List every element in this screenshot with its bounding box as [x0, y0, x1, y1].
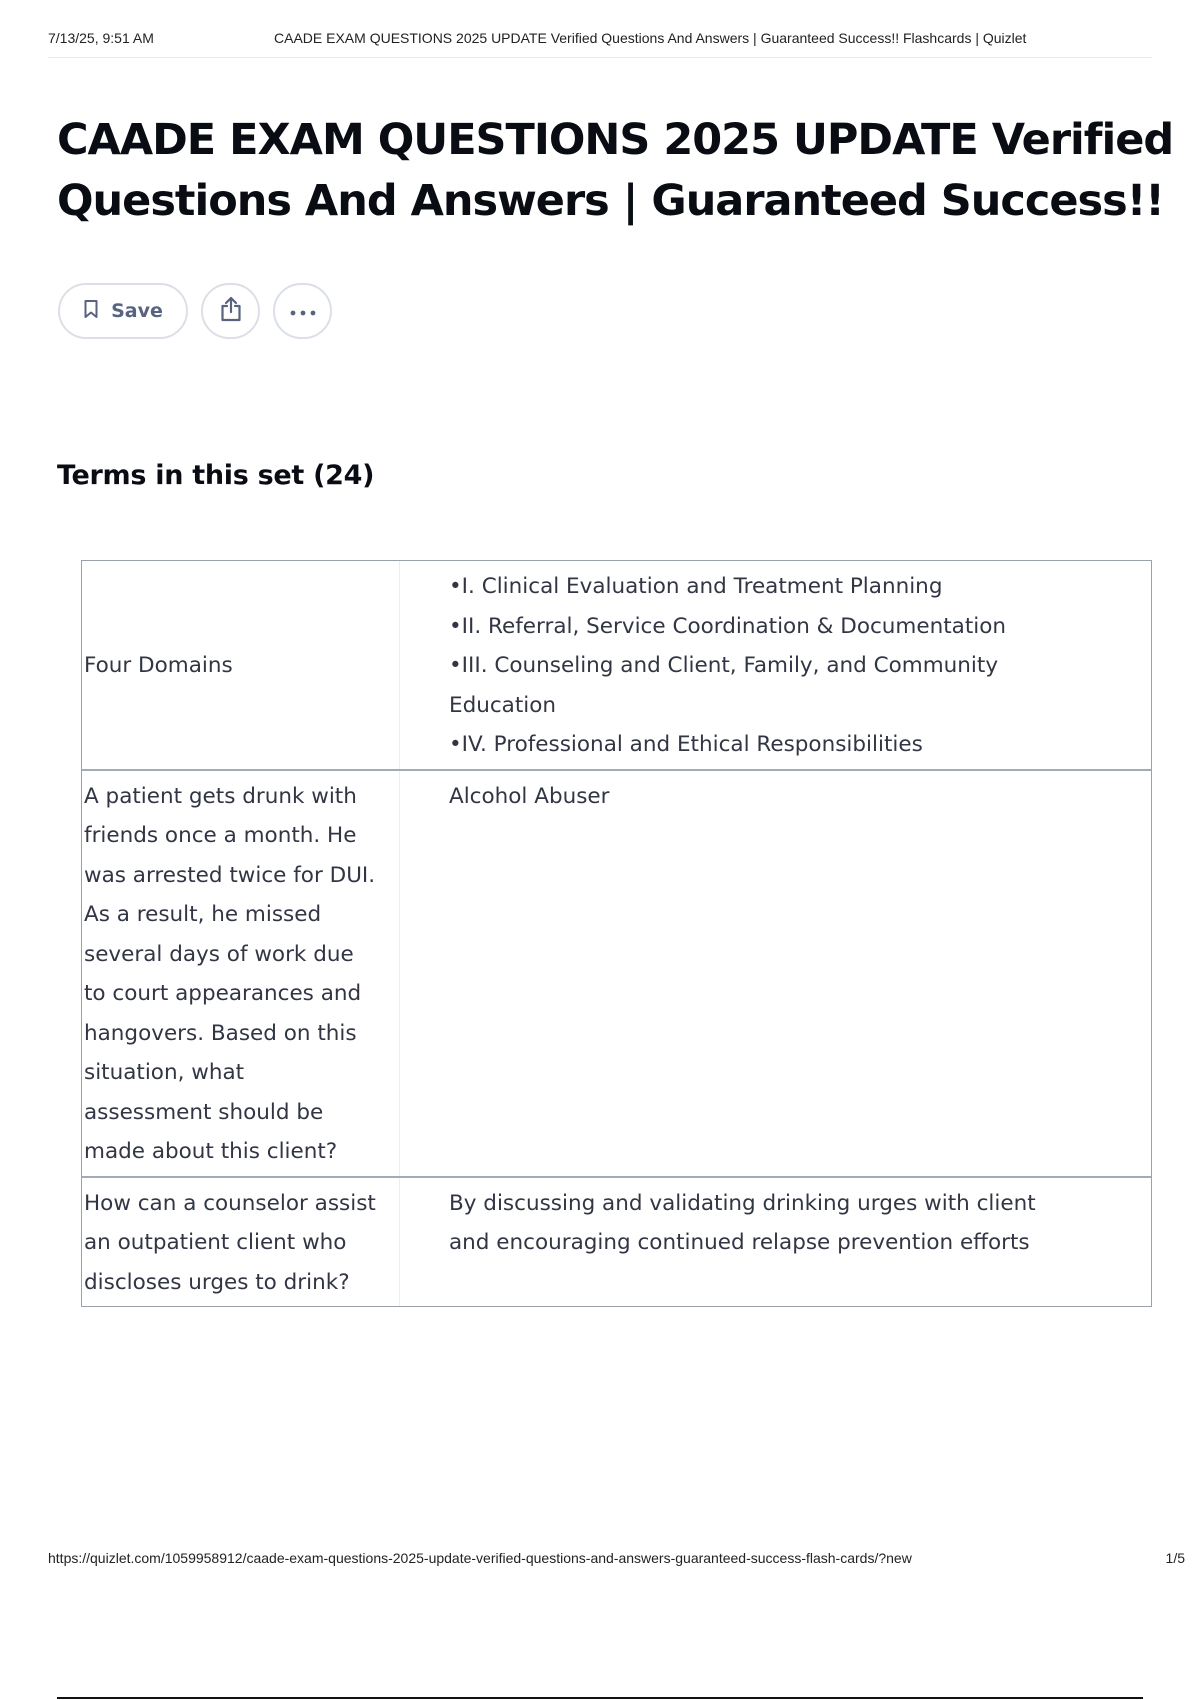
print-timestamp: 7/13/25, 9:51 AM	[48, 30, 154, 46]
page-bottom-divider	[57, 1697, 1143, 1699]
definition-line: •II. Referral, Service Coordination & Documentation	[449, 613, 1007, 639]
definition-line: •I. Clinical Evaluation and Treatment Planning	[449, 574, 943, 599]
bookmark-icon	[83, 299, 99, 323]
print-document-title: CAADE EXAM QUESTIONS 2025 UPDATE Verified Questions And Answers | Guaranteed Success!! Flashcards | Quizlet	[274, 30, 1027, 46]
term-text: How can a counselor assist an outpatient client who discloses urges to drink?	[84, 1190, 376, 1295]
term-text: Four Domains	[84, 653, 233, 678]
table-row	[82, 769, 1151, 1176]
page-title: CAADE EXAM QUESTIONS 2025 UPDATE Verified Questions And Answers | Guaranteed Success!!	[57, 115, 1174, 226]
share-button[interactable]	[201, 283, 260, 339]
definition-text: Alcohol Abuser	[449, 783, 610, 809]
term-cell	[82, 561, 400, 769]
term-text: A patient gets drunk with friends once a month. He was arrested twice for DUI. As a result, he missed several days of work due to court appearances and hangovers. Based on this situation, what assessment should be made about this client?	[84, 783, 376, 1164]
more-options-button[interactable]	[273, 283, 332, 339]
definition-cell	[400, 1178, 1151, 1307]
page-url: https://quizlet.com/1059958912/caade-exam-questions-2025-update-verified-questions-and-answers-guaranteed-success-flash-cards/?new	[48, 1550, 912, 1566]
table-row	[82, 561, 1151, 769]
more-horizontal-icon	[289, 302, 317, 321]
header-divider	[48, 57, 1152, 58]
save-button-label: Save	[111, 300, 163, 322]
definition-text: By discussing and validating drinking urges with client and encouraging continued relapse prevention efforts	[449, 1190, 1036, 1255]
term-cell	[82, 771, 400, 1176]
definition-cell	[400, 771, 1151, 1176]
save-button[interactable]	[58, 283, 188, 339]
print-footer	[48, 1550, 1185, 1570]
share-icon	[218, 295, 244, 327]
table-row	[82, 1176, 1151, 1307]
terms-table	[81, 560, 1152, 1307]
definition-cell	[400, 561, 1151, 769]
term-cell	[82, 1178, 400, 1307]
set-actions	[58, 283, 332, 339]
print-header	[48, 30, 1140, 52]
page-number: 1/5	[1165, 1550, 1185, 1566]
definition-line: •III. Counseling and Client, Family, and Community Education	[449, 653, 999, 718]
definition-line: •IV. Professional and Ethical Responsibilities	[449, 732, 923, 757]
terms-heading: Terms in this set (24)	[57, 460, 375, 491]
